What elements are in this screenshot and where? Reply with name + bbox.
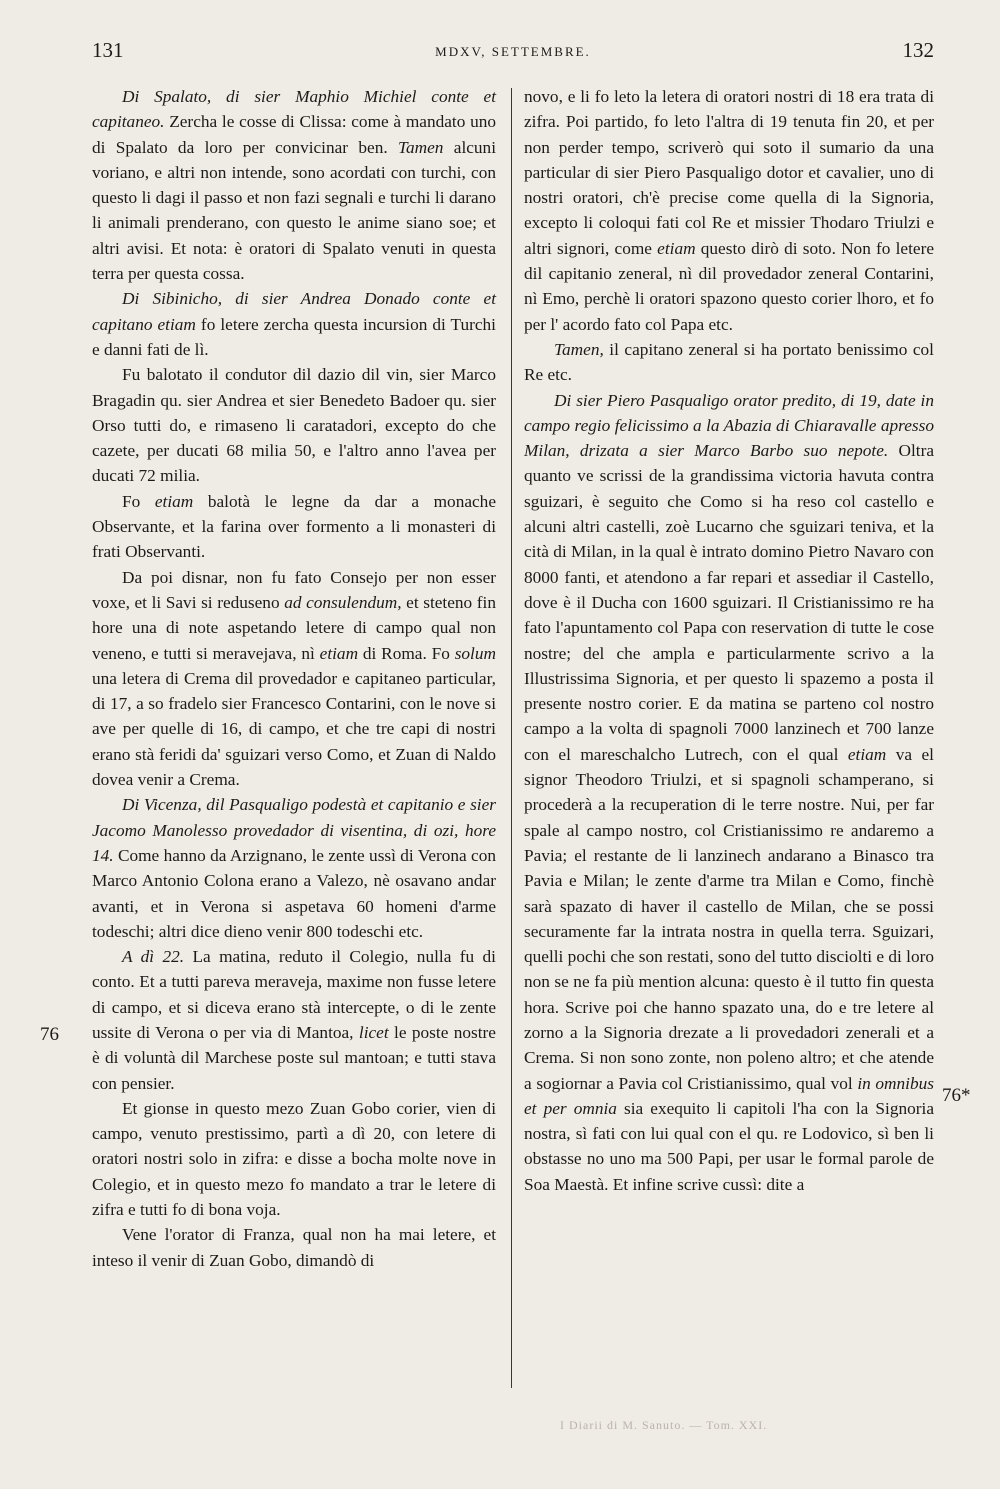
paragraph-text: Vene l'orator di Franza, qual non ha mai letere, et inteso il venir di Zuan Gobo, dimandò di (92, 1225, 496, 1270)
paragraph-text: Et gionse in questo mezo Zuan Gobo corier, vien di campo, venuto prestissimo, partì a dì 20, con letere di oratori nostri solo in zifra: e disse a bocha molte nove in Colegio, et in questo mezo fo mandato a trar le letere di zifra e tutti fo di bona voja. (92, 1098, 496, 1220)
paragraph-disnar (92, 565, 496, 793)
footer-signature: I Diarii di M. Sanuto. — Tom. XXI. (560, 1418, 768, 1432)
paragraph-text: una letera di Crema dil provedador e capitaneo particular, di 17, a so fradelo sier Francesco Contarini, con le nove si ave per quelle di 16, di campo, et che tre capi di nostri erano stà feridi da' sguizari verso Como, et Zuan di Naldo dovea venir a Crema. (92, 668, 496, 790)
page-number-left: 131 (92, 38, 124, 62)
emphasis: etiam (319, 643, 359, 663)
paragraph-text: Come hanno da Arzignano, le zente ussì di Verona con Marco Antonio Colona erano a Valezo, nè osavano andar avanti, et in Verona si aspetava 60 homeni d'arme todeschi; altri dice dieno venir 800 todeschi etc. (92, 845, 496, 941)
paragraph-text: di Roma. Fo (358, 643, 455, 663)
paragraph-text: questo dirò di soto. Non fo letere dil capitanio zeneral, nì dil provedador zeneral Contarini, nì Emo, perchè li oratori spazono questo corier lhoro, et fo per l' acordo fato col Papa etc. (524, 238, 934, 334)
paragraph-text: La matina, reduto il Colegio, nulla fu di conto. Et a tutti pareva meraveja, maxime non fusse letere di campo, et si diceva erano stà intercepte, o di le zente ussite di Verona o per via di Mantoa, (92, 947, 496, 1042)
emphasis: ad consulendum, (284, 592, 402, 612)
page-header (92, 38, 934, 70)
paragraph-text: et steteno fin hore una di note aspetando letere di campo qual non veneno, e tutti si meravejava, nì (92, 592, 496, 663)
running-head: MDXV, SETTEMBRE. (435, 44, 591, 59)
entry-heading: Di Spalato, di sier Maphio Michiel conte et capitaneo. (92, 87, 496, 132)
paragraph-text: Oltra quanto ve scrissi de la grandissima victoria havuta contra sguizari, è seguito che Como si ha reso col castello e alcuni altri castelli, zoè Lucarno che sguizari teniva, et la cità di Milan, in la qual è intrato domino Pietro Navaro con 8000 fanti, et atendono a far repari et assediar il Castello, dove è il Ducha con 1600 sguizari. Il Cristianissimo re ha fato l'apuntamento col Papa con reservation di tutte le cose nostre; del che ampla e particularmente scrivo a la Illustrissima Signoria, et per questo li spazemo a posta il presente nostro corier. E da matina se parteno col nostro campo a la volta di spagnoli 7000 lanzinech et 700 lanze con el mareschalcho Lutrech, con el qual (524, 441, 935, 764)
paragraph-adi22 (92, 944, 496, 1096)
column-divider (511, 88, 512, 1388)
margin-folio-right: 76* (942, 1085, 971, 1106)
paragraph-text: Da poi disnar, non fu fato Consejo per non esser voxe, et li Savi si reduseno (92, 567, 496, 612)
emphasis: solum (454, 643, 496, 663)
paragraph-franza (92, 1222, 496, 1273)
paragraph-text: balotà le legne da dar a monache Observante, et la farina over formento a li monasteri di frati Observanti. (92, 491, 496, 562)
paragraph-text: novo, e li fo leto la letera di oratori nostri di 18 era trata di zifra. Poi partido, fo leto l'altra di 19 tenuta fin 20, et per non perder tempo, scriverò qui soto il sumario da una particular di sier Piero Pasqualigo dotor et cavalier, uno di nostri oratori, ch'è precise come quella di la Signoria, excepto li coloqui fati col Re et missier Thodaro Triulzi e altri signori, come (524, 87, 934, 258)
paragraph-text: il capitano zeneral si ha portato benissimo col Re etc. (524, 339, 934, 385)
paragraph-dazio (92, 362, 496, 488)
entry-heading: Di Vicenza, dil Pasqualigo podestà et capitanio e sier Jacomo Manolesso provedador di visentina, di ozi, hore 14. (92, 795, 496, 865)
paragraph-text: fo letere zercha questa incursion di Turchi e danni fati de lì. (92, 314, 496, 359)
paragraph-text: va el signor Theodoro Triulzi, et si spagnoli schamperano, si procederà a la recuperation di le terre nostre. Nui, per far spale al campo nostro, col Cristianissimo re andaremo a Pavia; el restante de li lanzinech andarano a Binasco tra Pavia e Milan; le zente d'arme tra Milan e Como, finchè sarà spazato di haver il castello de Milan, che se possi securamente far la intrata nostra in quella terra. Sguizari, quelli pochi che son restati, sono del tutto disciolti e di loro non se ne fa più mention alcuna: questo è il tutto fin questa hora. Scrive poi che hanno spazato una, do e tre letere al zorno a la Signoria drezate a li provedadori zenerali et a Crema. Si non sono zonte, non poleno altro; et che atende a sogiornar a Pavia col Cristianissimo, qual vol (524, 744, 934, 1093)
paragraph-pasqualigo (524, 388, 934, 1198)
emphasis: etiam (154, 491, 194, 511)
entry-heading: Di sier Piero Pasqualigo orator predito, di 19, date in campo regio felicissimo a la Abazia di Chiaravalle apresso Milan, drizata a sier Marco Barbo suo nepote. (524, 390, 934, 461)
emphasis: etiam (657, 238, 696, 258)
paragraph-text: Fo (122, 491, 155, 511)
paragraph-text: le poste nostre è di voluntà dil Marchese poste sul mantoan; e tutti stava con pensier. (92, 1022, 496, 1093)
paragraph-text: alcuni voriano, e altri non intende, sono acordati con turchi, con questo li dagi il passo et non fazi segnali e turchi li darano li animali prenderano, con questo le anime siano soe; et altri avisi. Et nota: è oratori di Spalato venuti in questa terra per questa cossa. (92, 137, 497, 284)
emphasis: Tamen, (554, 339, 604, 359)
paragraph-sibinicho (92, 286, 496, 362)
page-number-right: 132 (902, 38, 934, 62)
margin-folio-left: 76 (40, 1024, 59, 1045)
entry-heading: A dì 22. (122, 947, 185, 967)
paragraph-novo (524, 84, 934, 337)
paragraph-text: sia exequito li capitoli l'ha con la Signoria nostra, sì fati con lui qual con el qu. re Lodovico, sì ben li obstasse no uno ma 500 Papi, per usar le formal parole de Soa Maestà. Et infine scrive cussì: dite a (524, 1098, 934, 1194)
left-column (92, 84, 496, 1273)
emphasis: etiam (847, 744, 887, 764)
emphasis: in omnibus et per omnia (524, 1073, 934, 1118)
paragraph-text: Zercha le cosse di Clissa: come à mandato uno di Spalato da loro per convicinar ben. (92, 112, 496, 157)
emphasis: Tamen (397, 137, 444, 157)
paragraph-spalato (92, 84, 496, 286)
paragraph-tamen (524, 337, 934, 388)
emphasis: licet (358, 1022, 389, 1042)
right-column (524, 84, 934, 1197)
paragraph-text: Fu balotato il condutor dil dazio dil vin, sier Marco Bragadin qu. sier Andrea et sier Benedeto Badoer qu. sier Orso tutti do, e rimaseno li caratadori, excepto do che cazete, per ducati 68 milia 50, e l'altro anno l'avea per ducati 72 milia. (92, 365, 496, 486)
entry-heading: Di Sibinicho, di sier Andrea Donado conte et capitano etiam (92, 289, 496, 334)
paragraph-legne (92, 489, 496, 565)
paragraph-gobo (92, 1096, 496, 1222)
paragraph-vicenza (92, 792, 496, 944)
